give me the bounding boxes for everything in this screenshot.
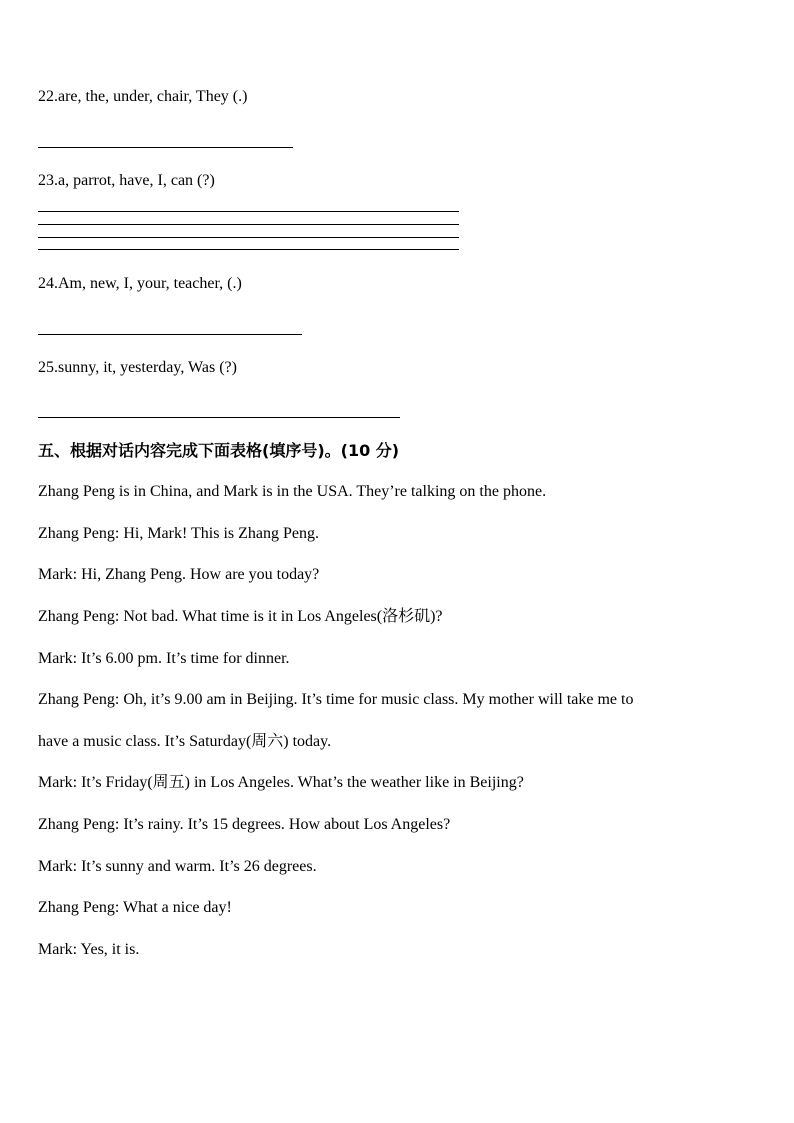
question-24 [38, 274, 242, 294]
question-text: a, parrot, have, I, can (?) [58, 172, 215, 189]
dialogue-line: Zhang Peng: Not bad. What time is it in Los Angeles(洛杉矶)? [38, 608, 443, 625]
dialogue-line: Zhang Peng: Oh, it’s 9.00 am in Beijing. It’s time for music class. My mother will take me to [38, 691, 634, 708]
dialogue-line: Mark: Hi, Zhang Peng. How are you today? [38, 566, 320, 583]
section-title: 五、根据对话内容完成下面表格(填序号)。(10 分) [38, 441, 400, 460]
dialogue-line: have a music class. It’s Saturday(周六) today. [38, 733, 332, 750]
answer-line[interactable] [38, 224, 459, 225]
question-text: sunny, it, yesterday, Was (?) [58, 359, 237, 376]
dialogue-line: Zhang Peng: What a nice day! [38, 899, 232, 916]
question-text: Am, new, I, your, teacher, (.) [58, 275, 242, 292]
question-23 [38, 171, 215, 191]
dialogue-line: Zhang Peng: It’s rainy. It’s 15 degrees. How about Los Angeles? [38, 816, 451, 833]
dialogue-line: Mark: It’s Friday(周五) in Los Angeles. What’s the weather like in Beijing? [38, 774, 524, 791]
question-22 [38, 87, 247, 107]
answer-line[interactable] [38, 147, 293, 148]
dialogue-line: Mark: It’s sunny and warm. It’s 26 degrees. [38, 858, 317, 875]
question-number: 22. [38, 88, 58, 105]
answer-line[interactable] [38, 211, 459, 212]
question-number: 24. [38, 275, 58, 292]
question-25 [38, 358, 237, 378]
question-number: 23. [38, 172, 58, 189]
answer-line[interactable] [38, 237, 459, 238]
question-text: are, the, under, chair, They (.) [58, 88, 248, 105]
dialogue-line: Zhang Peng: Hi, Mark! This is Zhang Peng. [38, 525, 320, 542]
answer-line[interactable] [38, 334, 302, 335]
dialogue-intro: Zhang Peng is in China, and Mark is in the USA. They’re talking on the phone. [38, 483, 547, 500]
question-number: 25. [38, 359, 58, 376]
dialogue-line: Mark: It’s 6.00 pm. It’s time for dinner. [38, 650, 290, 667]
answer-line[interactable] [38, 249, 459, 250]
answer-line[interactable] [38, 417, 400, 418]
dialogue-line: Mark: Yes, it is. [38, 941, 140, 958]
